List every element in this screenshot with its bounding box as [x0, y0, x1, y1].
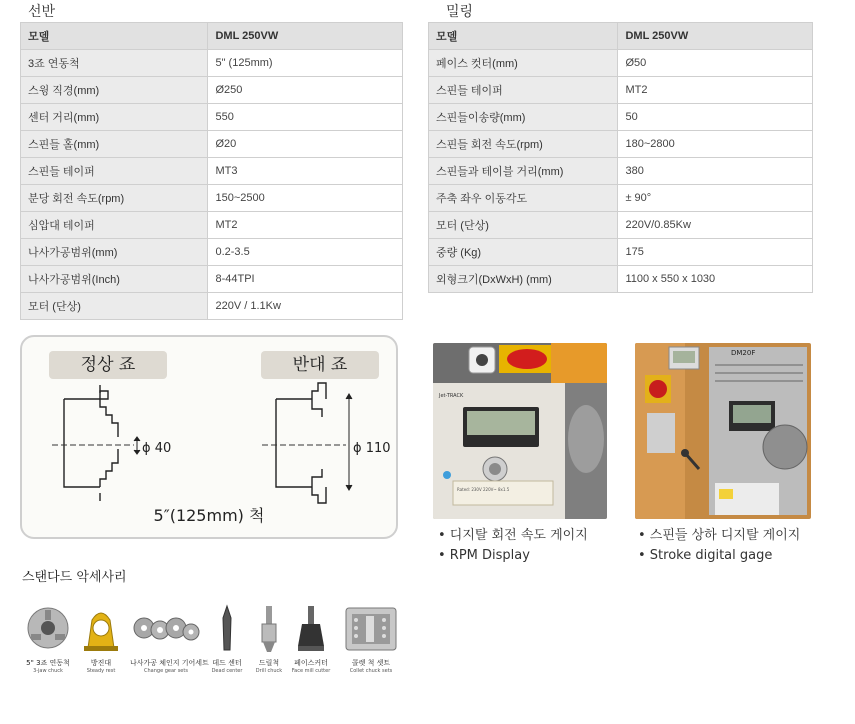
table-row — [429, 212, 813, 239]
row-label: 심압대 테이퍼 — [21, 212, 208, 239]
accessory-sub: Drill chuck — [255, 668, 283, 674]
table-row — [21, 293, 403, 320]
header-label: 모델 — [429, 23, 618, 50]
dead-center-icon — [208, 602, 246, 654]
reverse-jaw-dim-label: ϕ 110 — [353, 441, 391, 456]
milling-spec-table — [428, 22, 813, 293]
lathe-title: 선반 — [28, 4, 56, 20]
normal-jaw-label: 정상 죠 — [49, 351, 167, 379]
row-value: 0.2-3.5 — [208, 239, 403, 266]
table-row — [21, 77, 403, 104]
jaw-caption: 5″(125mm) 척 — [153, 506, 265, 525]
table-row — [429, 266, 813, 293]
accessory-dead-center — [208, 602, 246, 674]
row-label: 모터 (단상) — [21, 293, 208, 320]
drill-chuck-icon — [250, 602, 288, 654]
header-value: DML 250VW — [618, 23, 813, 50]
accessory-sub: Change gear sets — [144, 668, 188, 674]
accessory-name: 데드 센터 — [212, 659, 242, 667]
row-value: MT2 — [208, 212, 403, 239]
table-row — [429, 239, 813, 266]
table-row — [429, 131, 813, 158]
accessory-name: 드릴척 — [258, 659, 280, 667]
rpm-panel-text: Rated: 230V 220V~ 8x1.5 — [457, 487, 510, 492]
accessory-gear-set — [130, 602, 209, 674]
row-value: 1100 x 550 x 1030 — [618, 266, 813, 293]
row-label: 스핀들이송량(mm) — [429, 104, 618, 131]
table-row — [21, 212, 403, 239]
table-row — [429, 50, 813, 77]
rpm-display-illustration — [433, 343, 607, 519]
row-label: 센터 거리(mm) — [21, 104, 208, 131]
table-row — [21, 50, 403, 77]
accessory-steady-rest — [78, 602, 124, 674]
row-value: 175 — [618, 239, 813, 266]
rpm-caption-english: • RPM Display — [438, 548, 530, 563]
reverse-jaw-label: 반대 죠 — [261, 351, 379, 379]
table-row — [21, 185, 403, 212]
table-row — [429, 77, 813, 104]
row-value: Ø50 — [618, 50, 813, 77]
row-value: 380 — [618, 158, 813, 185]
stroke-caption-english: • Stroke digital gage — [638, 548, 773, 563]
jaw-diagram-panel — [20, 335, 398, 539]
row-label: 스핀들 홀(mm) — [21, 131, 208, 158]
milling-title: 밀링 — [446, 4, 474, 20]
row-value: 150~2500 — [208, 185, 403, 212]
steady-rest-icon — [78, 602, 124, 654]
row-label: 스핀들과 테이블 거리(mm) — [429, 158, 618, 185]
face-mill-icon — [290, 602, 332, 654]
accessories-title: 스탠다드 악세사리 — [22, 570, 127, 585]
table-row — [21, 104, 403, 131]
rpm-display-caption — [438, 526, 588, 566]
row-label: 나사가공범위(mm) — [21, 239, 208, 266]
table-header-row — [429, 23, 813, 50]
accessory-sub: Steady rest — [86, 668, 116, 674]
accessory-name: 5" 3죠 연동척 — [26, 659, 70, 667]
table-row — [21, 239, 403, 266]
rpm-caption-korean: • 디지탈 회전 속도 게이지 — [438, 528, 588, 543]
row-value: 8-44TPI — [208, 266, 403, 293]
row-label: 외형크기(DxWxH) (mm) — [429, 266, 618, 293]
accessory-name: 방진대 — [90, 659, 112, 667]
row-label: 스윙 직경(mm) — [21, 77, 208, 104]
row-value: Ø20 — [208, 131, 403, 158]
accessory-sub: Dead center — [211, 668, 243, 674]
row-value: MT3 — [208, 158, 403, 185]
normal-jaw-drawing — [64, 385, 118, 501]
stroke-gage-photo — [635, 343, 811, 519]
row-label: 중량 (Kg) — [429, 239, 618, 266]
chuck-icon — [22, 602, 74, 654]
row-value: 220V / 1.1Kw — [208, 293, 403, 320]
accessory-chuck — [22, 602, 74, 674]
row-value: 50 — [618, 104, 813, 131]
accessory-drill-chuck — [250, 602, 288, 674]
accessory-collet-set — [342, 602, 400, 674]
reverse-jaw-dimension — [346, 394, 352, 490]
accessory-face-mill — [290, 602, 332, 674]
accessory-sub: 3-jaw chuck — [33, 668, 63, 674]
row-label: 스핀들 테이퍼 — [21, 158, 208, 185]
row-label: 3죠 연동척 — [21, 50, 208, 77]
row-value: Ø250 — [208, 77, 403, 104]
rpm-brand-text: Jet-TRACK — [439, 393, 464, 399]
row-label: 스핀들 회전 속도(rpm) — [429, 131, 618, 158]
gear-set-icon — [130, 602, 202, 654]
collet-set-icon — [342, 602, 400, 654]
row-label: 페이스 컷터(mm) — [429, 50, 618, 77]
row-label: 나사가공범위(Inch) — [21, 266, 208, 293]
table-row — [21, 158, 403, 185]
table-header-row — [21, 23, 403, 50]
stroke-caption-korean: • 스핀들 상하 디지탈 게이지 — [638, 528, 801, 543]
row-value: 220V/0.85Kw — [618, 212, 813, 239]
row-label: 주축 좌우 이동각도 — [429, 185, 618, 212]
table-row — [429, 158, 813, 185]
table-row — [21, 131, 403, 158]
row-value: MT2 — [618, 77, 813, 104]
header-value: DML 250VW — [208, 23, 403, 50]
normal-jaw-dimension — [134, 437, 140, 454]
row-label: 분당 회전 속도(rpm) — [21, 185, 208, 212]
accessory-name: 페이스커터 — [294, 659, 328, 667]
row-value: 180~2800 — [618, 131, 813, 158]
stroke-gage-illustration — [635, 343, 811, 519]
accessory-sub: Face mill cutter — [291, 668, 331, 674]
row-label: 스핀들 테이퍼 — [429, 77, 618, 104]
row-value: 550 — [208, 104, 403, 131]
accessory-name: 콜렛 척 셋트 — [351, 659, 391, 667]
table-row — [21, 266, 403, 293]
accessory-name: 나사가공 체인지 기어세트 — [130, 659, 209, 667]
table-row — [429, 104, 813, 131]
accessory-sub: Collet chuck sets — [349, 668, 393, 674]
reverse-jaw-drawing — [276, 383, 326, 503]
row-value: ± 90° — [618, 185, 813, 212]
stroke-model-text: DM20F — [731, 349, 756, 357]
row-label: 모터 (단상) — [429, 212, 618, 239]
lathe-spec-table — [20, 22, 403, 320]
rpm-display-photo — [433, 343, 607, 519]
stroke-gage-caption — [638, 526, 800, 566]
table-row — [429, 185, 813, 212]
normal-jaw-dim-label: ϕ 40 — [142, 441, 172, 456]
header-label: 모델 — [21, 23, 208, 50]
row-value: 5" (125mm) — [208, 50, 403, 77]
